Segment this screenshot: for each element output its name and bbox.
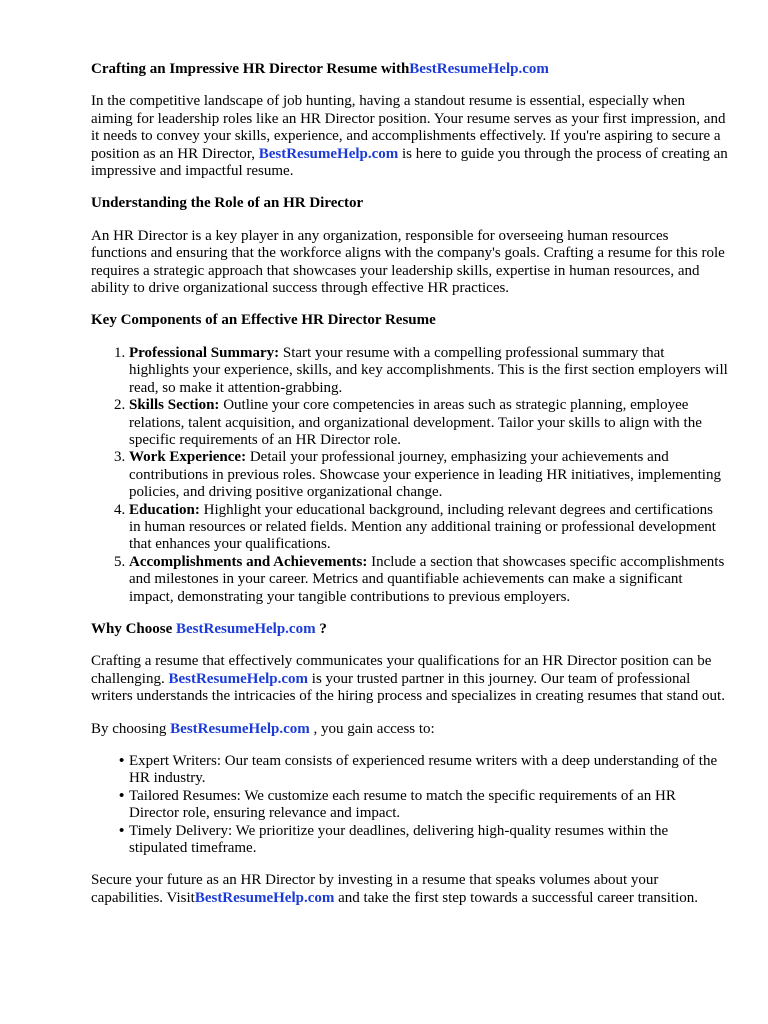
components-heading: Key Components of an Effective HR Director Resume (91, 312, 436, 329)
list-item-text: Expert Writers: Our team consists of experienced resume writers with a deep understanding of the HR industry. (129, 753, 718, 787)
why-heading (91, 621, 728, 638)
document-title (91, 61, 728, 78)
list-item-text: Start your resume with a compelling professional summary that highlights your experience, skills, and key accomplishments. This is the first section employers will read, so make it attention-grabbing. (129, 344, 728, 396)
why-heading-suffix: ? (315, 620, 327, 637)
benefits-list (91, 753, 728, 857)
intro-text-before: In the competitive landscape of job hunting, having a standout resume is essential, especially when aiming for leadership roles like an HR Director position. Your resume serves as your first impression, and it needs to convey your skills, experience, and accomplishments effectively. If you're aspiring to secure a position as an HR Director, (91, 93, 726, 162)
list-item (129, 502, 728, 554)
why-paragraph-2 (91, 721, 728, 738)
list-item-text: Highlight your educational background, including relevant degrees and certifications in human resources or related fields. Mention any additional training or professional development that enhances your qualifications. (129, 501, 716, 553)
list-item-text: Timely Delivery: We prioritize your deadlines, delivering high-quality resumes within the stipulated timeframe. (129, 822, 669, 857)
bullet-icon: • (119, 753, 125, 769)
intro-paragraph (91, 93, 728, 180)
role-heading: Understanding the Role of an HR Director (91, 195, 364, 212)
intro-text-after: is here to guide you through the process of creating an impressive and impactful resume. (91, 145, 728, 180)
closing-text-after: and take the first step towards a successful career transition. (334, 889, 698, 906)
why-p1-text-after: is your trusted partner in this journey. Our team of professional writers understands the intricacies of the hiring process and specializes in creating resumes that stand out. (91, 670, 725, 705)
why-p2-text-after: , you gain access to: (309, 720, 435, 737)
bullet-icon: • (119, 787, 125, 804)
list-item (129, 449, 728, 501)
why-p2-site-link[interactable]: BestResumeHelp.com (170, 720, 310, 737)
list-item-title: Accomplishments and Achievements: (129, 553, 368, 570)
why-p2-text-before: By choosing (91, 720, 171, 737)
title-prefix: Crafting an Impressive HR Director Resume with (91, 61, 410, 77)
intro-site-link[interactable]: BestResumeHelp.com (258, 145, 399, 162)
list-item (119, 822, 728, 858)
components-list (91, 345, 728, 606)
list-item (119, 753, 728, 788)
list-item (129, 397, 728, 449)
list-item-title: Education: (129, 501, 200, 518)
closing-text-before: Secure your future as an HR Director by investing in a resume that speaks volumes about your capabilities. Visit (91, 872, 659, 906)
list-item-title: Work Experience: (129, 449, 247, 466)
list-item-text: Include a section that showcases specific accomplishments and milestones in your career. Metrics and quantifiable achievements can make a significant impact, demonstrating your tangible contributions to previous employers. (129, 553, 725, 605)
closing-site-link[interactable]: BestResumeHelp.com (194, 889, 335, 906)
why-heading-site-link[interactable]: BestResumeHelp.com (176, 620, 316, 637)
list-item (129, 345, 728, 397)
list-item-title: Skills Section: (129, 397, 220, 414)
list-item-title: Professional Summary: (129, 344, 280, 361)
list-item-text: Outline your core competencies in areas such as strategic planning, employee relations, talent acquisition, and organizational development. Tailor your skills to align with the specific requirements of an HR Director role. (129, 397, 702, 448)
role-paragraph: An HR Director is a key player in any organization, responsible for overseeing human resources functions and ensuring that the workforce aligns with the company's goals. Crafting a resume for this role requires a strategic approach that showcases your leadership skills, expertise in human resources, and ability to drive organizational success through effective HR practices. (91, 227, 725, 297)
closing-paragraph (91, 872, 728, 907)
why-p1-text-before: Crafting a resume that effectively communicates your qualifications for an HR Director position can be challenging. (91, 653, 712, 687)
title-site-link[interactable]: BestResumeHelp.com (409, 61, 549, 77)
bullet-icon: • (119, 822, 125, 839)
why-paragraph-1 (91, 653, 728, 705)
list-item-text: Tailored Resumes: We customize each resume to match the specific requirements of an HR Director role, ensuring relevance and impact. (129, 787, 676, 822)
list-item-text: Detail your professional journey, emphasizing your achievements and contributions in previous roles. Showcase your experience in leading HR initiatives, implementing policies, and driving positive organizational change. (129, 449, 721, 501)
why-p1-site-link[interactable]: BestResumeHelp.com (168, 670, 309, 687)
list-item (119, 787, 728, 823)
why-heading-prefix: Why Choose (91, 620, 177, 637)
list-item (129, 554, 728, 606)
